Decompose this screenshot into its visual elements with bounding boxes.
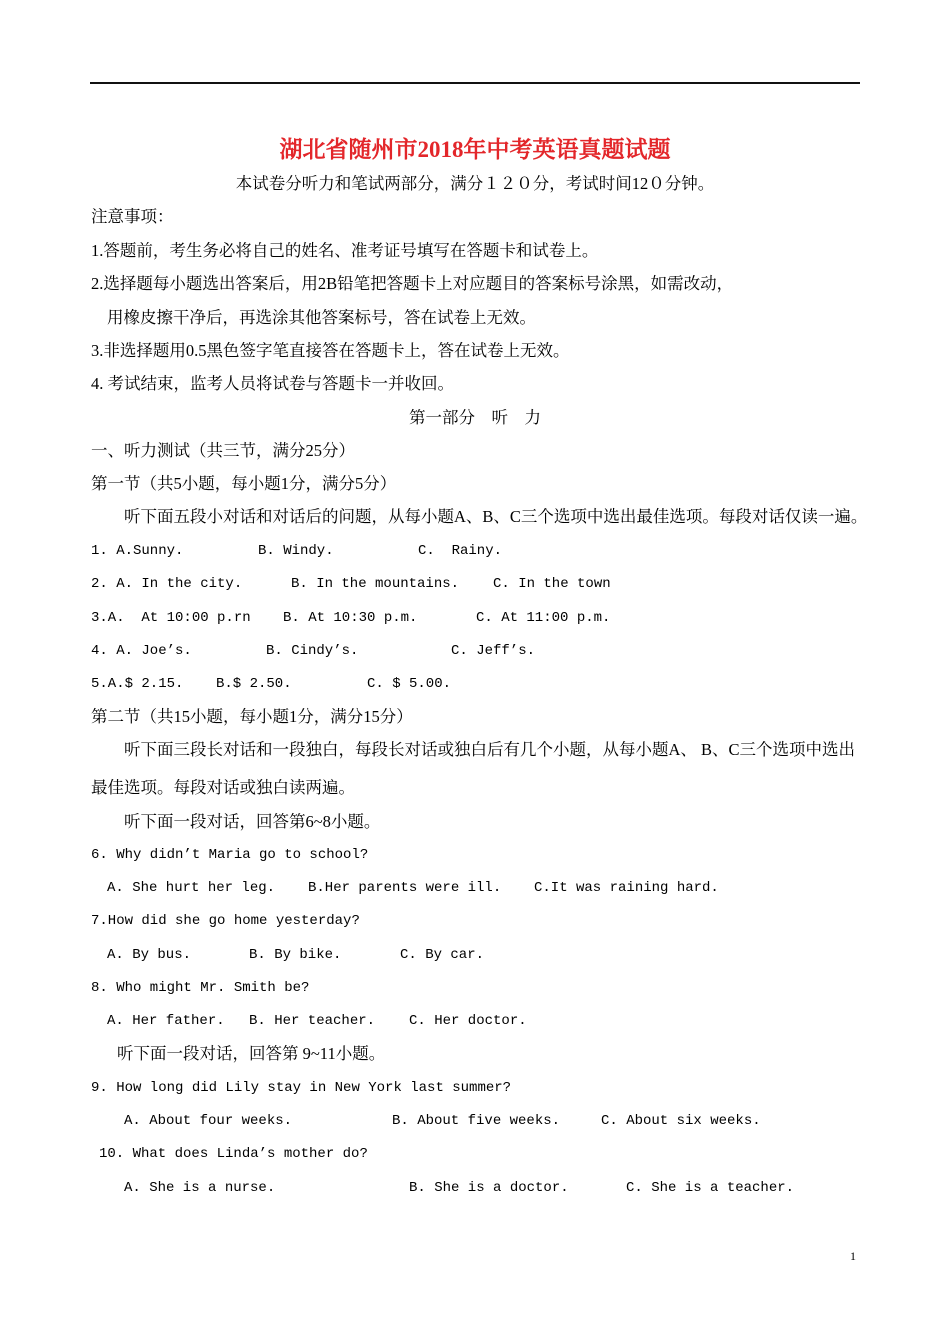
page-number: 1 bbox=[850, 1249, 856, 1263]
question-8-prompt: 8. Who might Mr. Smith be? bbox=[91, 980, 310, 996]
question-3-option-c: C. At 11:00 p.m. bbox=[476, 610, 611, 626]
question-6-option-b: B.Her parents were ill. bbox=[308, 880, 502, 896]
question-3 bbox=[0, 608, 950, 628]
section2-heading: 第二节（共15小题，每小题1分，满分15分） bbox=[91, 707, 413, 726]
notice-item-2-continued: 用橡皮擦干净后，再选涂其他答案标号，答在试卷上无效。 bbox=[107, 308, 536, 327]
question-10-option-a: A. She is a nurse. bbox=[124, 1180, 276, 1196]
question-10-option-b: B. She is a doctor. bbox=[409, 1180, 569, 1196]
question-5 bbox=[0, 674, 950, 694]
question-6-options bbox=[0, 878, 950, 898]
question-4-option-b: B. Cindy’s. bbox=[266, 643, 359, 659]
question-3-option-a: 3.A. At 10:00 p.rn bbox=[91, 610, 251, 626]
question-5-option-b: B.$ 2.50. bbox=[216, 676, 292, 692]
question-10-option-c: C. She is a teacher. bbox=[626, 1180, 795, 1196]
question-7-option-a: A. By bus. bbox=[107, 947, 192, 963]
dialogue-group-2-instruction: 听下面一段对话，回答第 9~11小题。 bbox=[117, 1044, 386, 1063]
section1-instruction: 听下面五段小对话和对话后的问题，从每小题A、B、C三个选项中选出最佳选项。每段对话仅读一遍。 bbox=[124, 507, 868, 526]
section2-instruction-line-1: 听下面三段长对话和一段独白，每段长对话或独白后有几个小题，从每小题A、 B、C三个选项中选出 bbox=[124, 740, 856, 759]
notice-item-2: 2.选择题每小题选出答案后，用2B铅笔把答题卡上对应题目的答案标号涂黑，如需改动， bbox=[91, 274, 734, 293]
notice-item-4: 4. 考试结束，监考人员将试卷与答题卡一并收回。 bbox=[91, 374, 454, 393]
question-9-prompt: 9. How long did Lily stay in New York last summer? bbox=[91, 1080, 512, 1096]
question-4 bbox=[0, 641, 950, 661]
question-8-option-a: A. Her father. bbox=[107, 1013, 225, 1029]
question-10-prompt: 10. What does Linda’s mother do? bbox=[99, 1146, 368, 1162]
question-4-option-c: C. Jeff’s. bbox=[451, 643, 536, 659]
notice-heading: 注意事项： bbox=[91, 207, 174, 226]
question-6-option-a: A. She hurt her leg. bbox=[107, 880, 276, 896]
dialogue-group-1-instruction: 听下面一段对话，回答第6~8小题。 bbox=[124, 812, 381, 831]
question-1 bbox=[0, 541, 950, 561]
question-10-options bbox=[0, 1178, 950, 1198]
question-9-option-c: C. About six weeks. bbox=[601, 1113, 761, 1129]
question-9-option-a: A. About four weeks. bbox=[124, 1113, 293, 1129]
question-7-prompt: 7.How did she go home yesterday? bbox=[91, 913, 360, 929]
question-9-options bbox=[0, 1111, 950, 1131]
section2-instruction-line-2: 最佳选项。每段对话或独白读两遍。 bbox=[91, 778, 355, 797]
listening-test-heading: 一、听力测试（共三节，满分25分） bbox=[91, 441, 355, 460]
notice-item-3: 3.非选择题用0.5黑色签字笔直接答在答题卡上，答在试卷上无效。 bbox=[91, 341, 570, 360]
question-3-option-b: B. At 10:30 p.m. bbox=[283, 610, 418, 626]
question-2 bbox=[0, 574, 950, 594]
part-title: 第一部分 听 力 bbox=[409, 408, 541, 427]
question-5-option-c: C. $ 5.00. bbox=[367, 676, 452, 692]
section1-heading: 第一节（共5小题，每小题1分，满分5分） bbox=[91, 474, 397, 493]
document-title: 湖北省随州市2018年中考英语真题试题 bbox=[279, 137, 671, 162]
question-2-option-a: 2. A. In the city. bbox=[91, 576, 243, 592]
question-6-option-c: C.It was raining hard. bbox=[534, 880, 719, 896]
notice-item-1: 1.答题前，考生务必将自己的姓名、准考证号填写在答题卡和试卷上。 bbox=[91, 241, 599, 260]
question-7-option-b: B. By bike. bbox=[249, 947, 342, 963]
question-5-option-a: 5.A.$ 2.15. bbox=[91, 676, 184, 692]
question-9-option-b: B. About five weeks. bbox=[392, 1113, 561, 1129]
question-7-options bbox=[0, 945, 950, 965]
question-8-option-c: C. Her doctor. bbox=[409, 1013, 527, 1029]
question-6-prompt: 6. Why didn’t Maria go to school? bbox=[91, 847, 369, 863]
question-8-option-b: B. Her teacher. bbox=[249, 1013, 376, 1029]
question-7-option-c: C. By car. bbox=[400, 947, 485, 963]
question-1-option-b: B. Windy. bbox=[258, 543, 334, 559]
question-1-option-c: C. Rainy. bbox=[418, 543, 503, 559]
question-1-option-a: 1. A.Sunny. bbox=[91, 543, 184, 559]
header-rule bbox=[90, 82, 860, 84]
document-subtitle: 本试卷分听力和笔试两部分，满分１２０分，考试时间12０分钟。 bbox=[235, 174, 715, 193]
question-2-option-b: B. In the mountains. bbox=[291, 576, 460, 592]
question-4-option-a: 4. A. Joe’s. bbox=[91, 643, 192, 659]
question-2-option-c: C. In the town bbox=[493, 576, 611, 592]
question-8-options bbox=[0, 1011, 950, 1031]
